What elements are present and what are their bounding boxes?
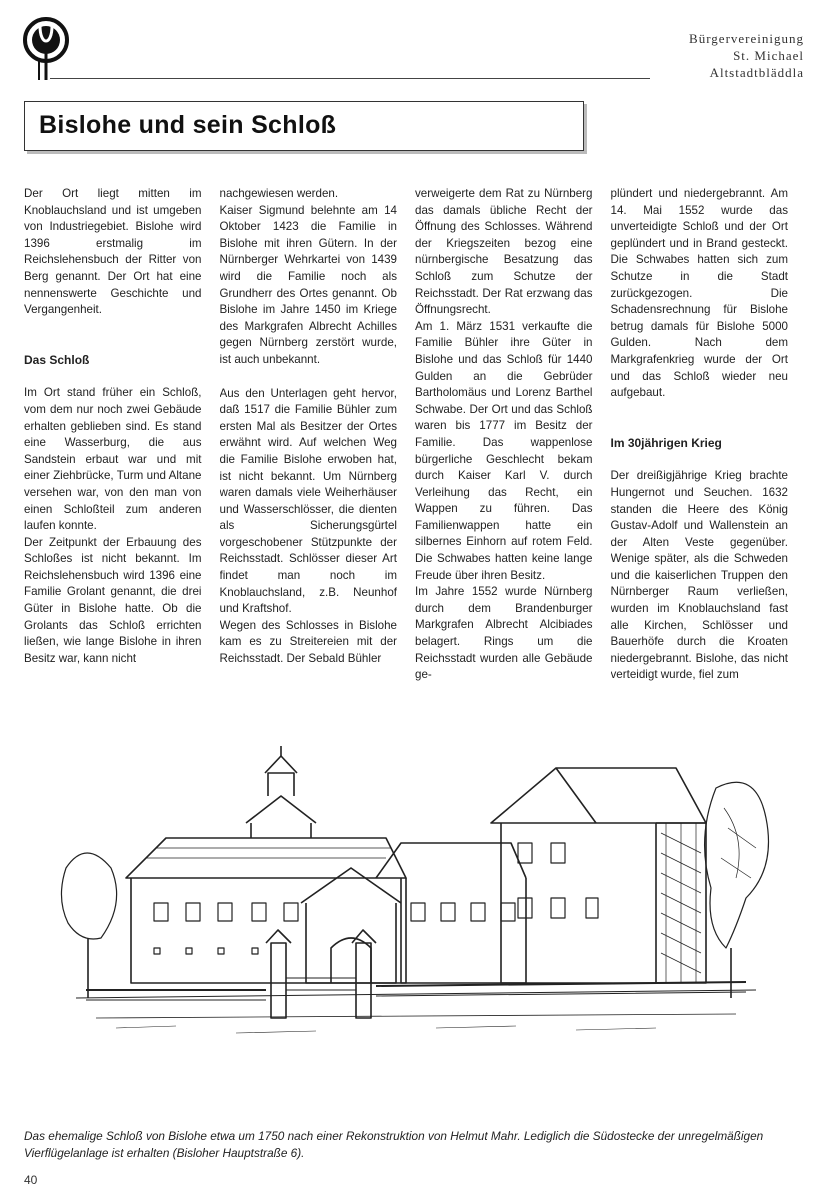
paragraph: plündert und niedergebrannt. Am 14. Mai 1552 wurde das unverteidigte Schloß und der Ort geplündert und in Brand gesteckt. Die Schwabes hatten sich zum Schutze in die Stadt zurückgezogen. Die Schadensrechnung für Bislohe betrug damals für Bislohe 5000 Gulden. Nach dem Markgrafenkrieg wurde der Ort und das Schloß wieder neu aufgebaut. [610, 187, 788, 400]
figure-caption: Das ehemalige Schloß von Bislohe etwa um 1750 nach einer Rekonstruktion von Helmut Mahr. Lediglich die Südostecke der unregelmäßigen Vierflügelanlage ist erhalten (Bisloher Hauptstraße 6). [24, 1129, 764, 1160]
publication-header [584, 30, 804, 81]
paragraph: Der dreißigjährige Krieg brachte Hungernot und Seuchen. 1632 standen die Heere des König Gustav-Adolf und Wallenstein an der Alten Veste gegenüber. Wenige später, als die Schweden und die kaiserlichen Truppen den Nürnberger Raum verließen, wurden im Knoblauchsland fast alle Kirchen, Schlösser und Bauerhöfe durch die Kroaten niedergebrannt. Bislohe, das nicht verteidigt wurde, fiel zum [610, 469, 788, 682]
paragraph: Im Ort stand früher ein Schloß, vom dem nur noch zwei Gebäude erhalten geblieben sind. Es stand eine Wasserburg, die aus Sandstein erbaut war und mit einer Ziehbrücke, Turm und Altane versehen war, von den man von einen Schloßteil zum anderen laufen konnte. [24, 386, 202, 533]
column-4 [611, 186, 789, 706]
paragraph: Aus den Unterlagen geht hervor, daß 1517 die Familie Bühler zum ersten Mal als Besitzer der Ortes erwähnt wird. Auf welchen Weg die Familie Bislohe erwoben hat, ist nicht bekannt. Um Nürnberg waren damals viele Weiherhäuser und Wasserschlösser, die dienten als Sicherungsgürtel vorgeschobener Stützpunkte der Reichsstadt. Schlösser dieser Art findet man noch im Knoblauchsland, z.B. Neunhof und Kraftshof. [219, 386, 397, 616]
paragraph: nachgewiesen werden. [219, 187, 339, 200]
article-body [24, 186, 788, 706]
column-2 [220, 186, 398, 706]
paragraph: Der Zeitpunkt der Erbauung des Schloßes ist nicht bekannt. Im Reichslehensbuch wird 1396 eine Familie Grolant genannt, die drei Güter in Bislohe hatte. Ob die Grolants das Schloß errichten ließen, wie lange Bislohe in ihren Besitz war, kann nicht [24, 535, 202, 665]
subheading-schloss: Das Schloß [24, 352, 90, 367]
association-logo [22, 16, 78, 82]
paragraph: Am 1. März 1531 verkaufte die Familie Bühler ihre Güter in Bislohe und das Schloß für 1440 Gulden an die Gebrüder Bartholomäus und Lorenz Barthel Schwabe. Der Ort und das Schloß waren bis 1777 im Besitz der Familie. Das wappenlose bürgerliche Geschlecht bekam durch Kaiser Karl V. durch Verleihung das Recht, ein Wappen zu führen. Das Familienwappen hatte ein silbernes Einhorn auf rotem Feld. Die Schwabes hatten keine lange Freude über ihren Besitz. [415, 319, 593, 582]
paragraph: Kaiser Sigmund belehnte am 14 Oktober 1423 die Familie in Bislohe mit ihren Gütern. In der Nürnberger Wehrkartei von 1439 wird die Familie noch als Grundherr des Ortes genannt. Ob Bislohe im Jahre 1450 im Kriege des Markgrafen Albrecht Achilles gegen Nürnberg zerstört wurde, ist auch unbekannt. [219, 203, 397, 366]
publication-name: Altstadtbläddla [709, 65, 804, 80]
column-3 [415, 186, 593, 706]
org-name-line2: St. Michael [733, 48, 804, 63]
subheading-krieg: Im 30jährigen Krieg [610, 435, 722, 450]
column-1 [24, 186, 202, 706]
castle-illustration [56, 728, 776, 1048]
org-name-line1: Bürgervereinigung [689, 31, 804, 46]
paragraph: Der Ort liegt mitten im Knoblauchsland und ist umgeben von Industriegebiet. Bislohe wird 1396 erstmalig im Reichslehensbuch der Ritter von Berg genannt. Der Ort hat eine nennenswerte Geschichte und Vergangenheit. [24, 187, 202, 317]
header-rule [50, 78, 650, 79]
paragraph: Wegen des Schlosses in Bislohe kam es zu Streitereien mit der Reichsstadt. Der Sebald Bühler [219, 618, 397, 666]
paragraph: Im Jahre 1552 wurde Nürnberg durch dem Brandenburger Markgrafen Albrecht Alcibiades belagert. Rings um die Reichsstadt wurden alle Gebäude ge- [415, 585, 593, 682]
title-box [24, 101, 584, 151]
page-number: 40 [24, 1173, 38, 1187]
paragraph: verweigerte dem Rat zu Nürnberg das damals übliche Recht der Öffnung des Schlosses. Während der Kriegszeiten bezog eine nürnbergische Besatzung das Schloß zum Schutze der Reichsstadt. Der Rat erzwang das Öffnungsrecht. [415, 187, 593, 317]
article-title: Bislohe und sein Schloß [39, 111, 337, 139]
